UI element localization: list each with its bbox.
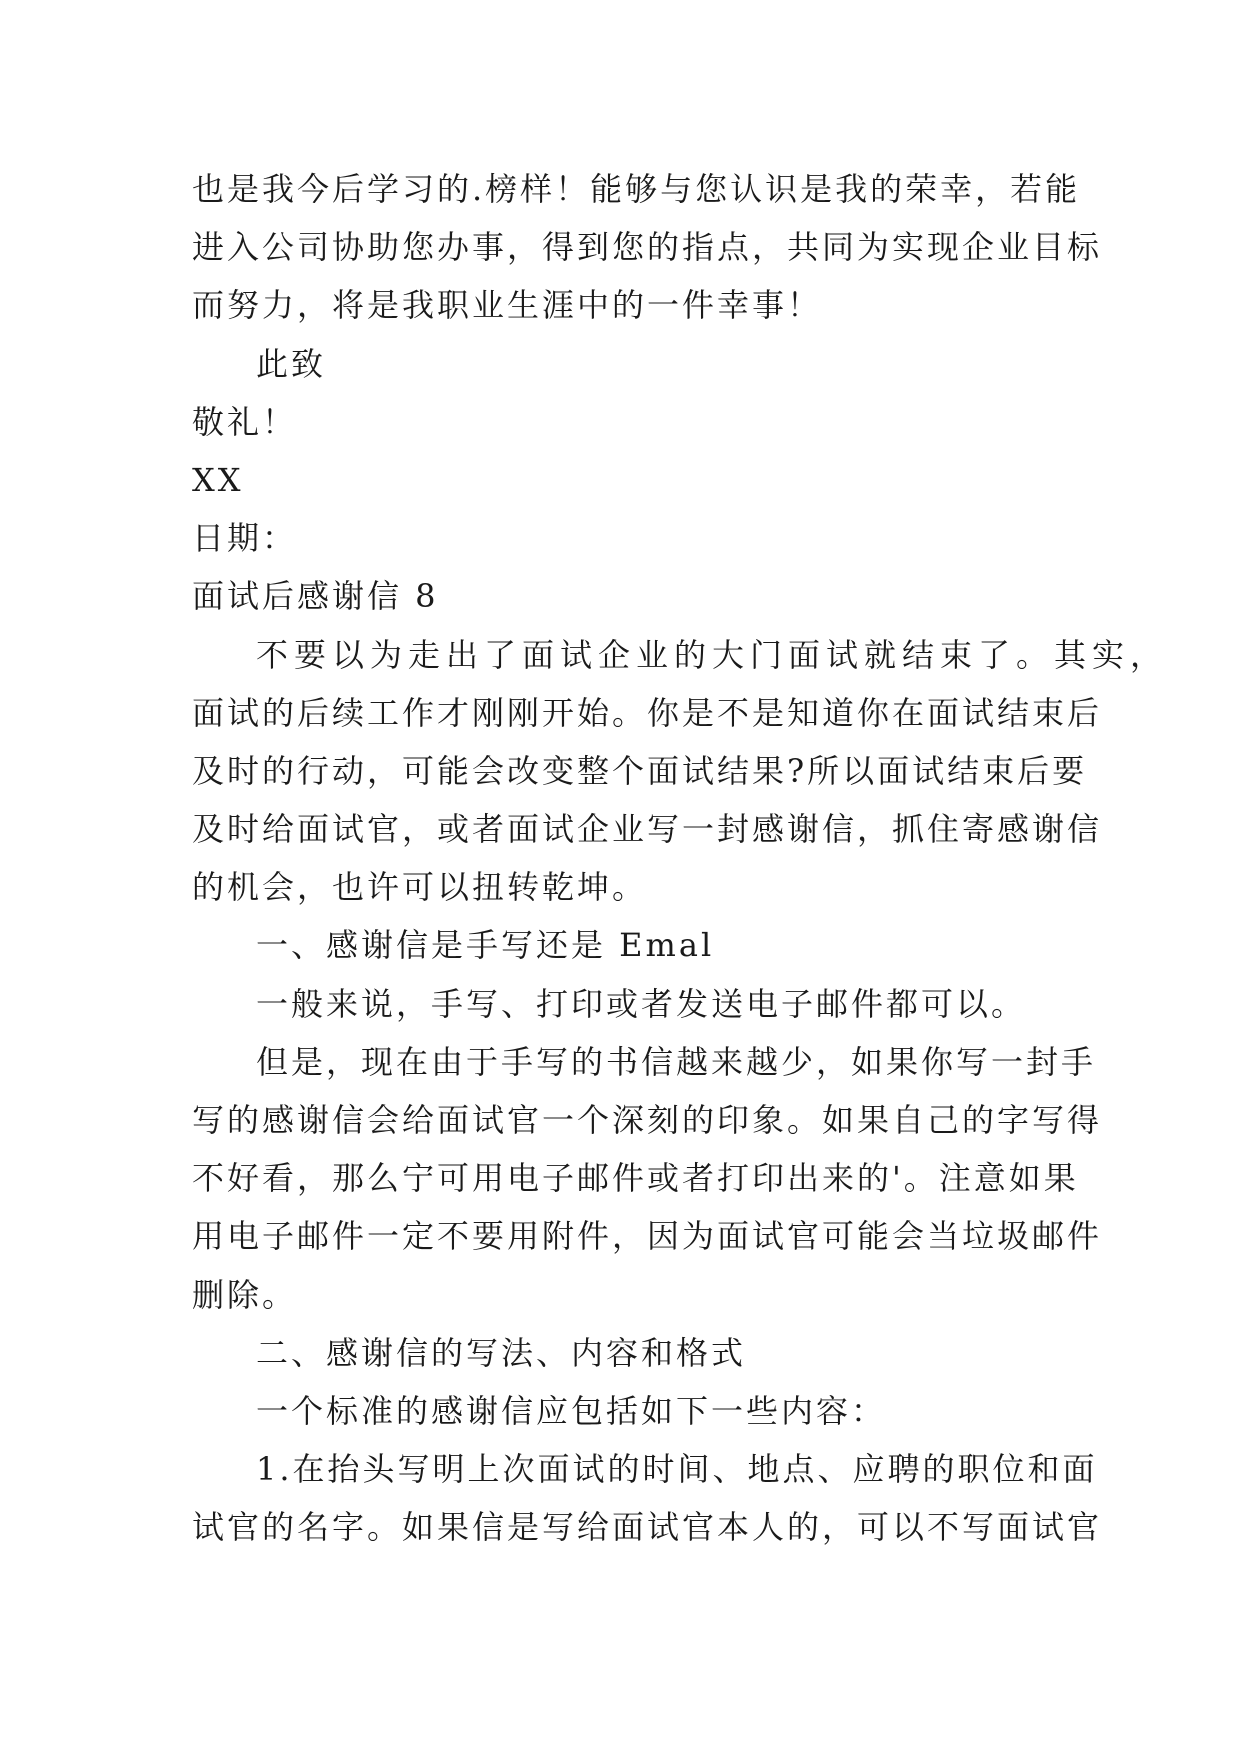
paragraph-line: 而努力，将是我职业生涯中的一件幸事！ xyxy=(192,286,823,325)
paragraph-line: 不要以为走出了面试企业的大门面试就结束了。其实， xyxy=(256,635,1169,674)
paragraph-line: 及时的行动，可能会改变整个面试结果?所以面试结束后要 xyxy=(192,751,1088,790)
paragraph-line: 写的感谢信会给面试官一个深刻的印象。如果自己的字写得 xyxy=(192,1101,1103,1139)
paragraph-line: 及时给面试官，或者面试企业写一封感谢信，抓住寄感谢信 xyxy=(192,810,1103,849)
paragraph-line: 一个标准的感谢信应包括如下一些内容： xyxy=(256,1391,887,1430)
signature-date: 日期： xyxy=(192,519,298,558)
subheading: 一、感谢信是手写还是 Emal xyxy=(256,926,715,965)
paragraph-line: 的机会，也许可以扭转乾坤。 xyxy=(192,868,648,907)
paragraph-line: 一般来说，手写、打印或者发送电子邮件都可以。 xyxy=(256,984,1027,1023)
paragraph-line: 删除。 xyxy=(192,1275,298,1314)
paragraph-line: 试官的名字。如果信是写给面试官本人的，可以不写面试官 xyxy=(192,1508,1103,1547)
paragraph-line: 用电子邮件一定不要用附件，因为面试官可能会当垃圾邮件 xyxy=(192,1217,1103,1256)
closing-salutation: 此致 xyxy=(256,344,327,383)
signature-name: XX xyxy=(192,460,244,499)
paragraph-line: 面试的后续工作才刚刚开始。你是不是知道你在面试结束后 xyxy=(192,693,1103,732)
paragraph-line: 但是，现在由于手写的书信越来越少，如果你写一封手 xyxy=(256,1042,1097,1081)
body-text xyxy=(192,160,1169,1557)
subheading: 二、感谢信的写法、内容和格式 xyxy=(256,1333,747,1372)
list-item: 1.在抬头写明上次面试的时间、地点、应聘的职位和面 xyxy=(256,1450,1098,1489)
paragraph-line: 不好看，那么宁可用电子邮件或者打印出来的'。注意如果 xyxy=(192,1159,1079,1198)
paragraph-line: 进入公司协助您办事，得到您的指点，共同为实现企业目标 xyxy=(192,228,1103,267)
section-title: 面试后感谢信 8 xyxy=(192,577,439,616)
closing-regards: 敬礼！ xyxy=(192,402,298,441)
paragraph-line: 也是我今后学习的.榜样！能够与您认识是我的荣幸，若能 xyxy=(192,170,1081,208)
